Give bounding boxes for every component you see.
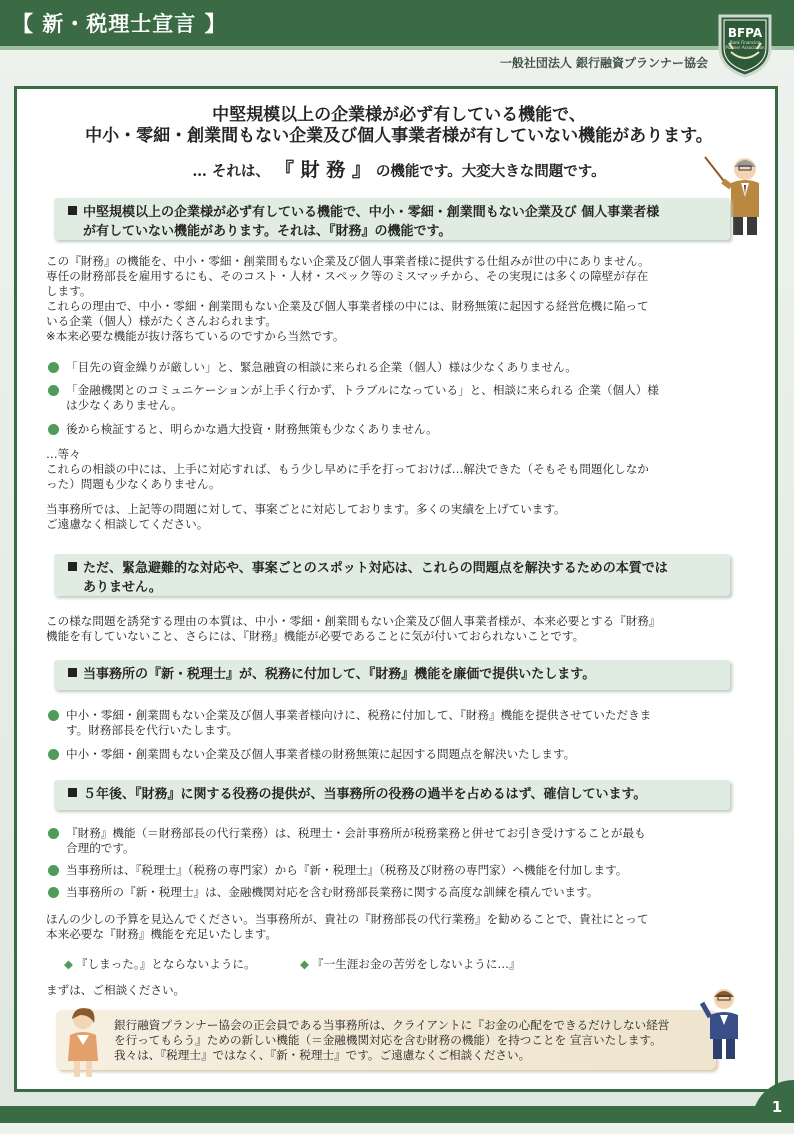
- top-divider: [0, 46, 794, 50]
- section-1-text: ※本来必要な機能が抜け落ちているのですから当然です。: [46, 329, 345, 343]
- list-item-text: 『財務』機能（＝財務部長の代行業務）は、税理士・会計事務所が税務業務と併せてお引き受けすることが最も: [66, 826, 646, 840]
- page-number: 1: [752, 1080, 794, 1123]
- list-item: [48, 708, 738, 738]
- list-item: [48, 885, 738, 900]
- list-item-text: は少なくありません。: [66, 398, 183, 412]
- section-4-body: [46, 912, 736, 942]
- closing-text: まずは、ご相談ください。: [46, 983, 186, 997]
- etc-text: …等々: [46, 447, 81, 461]
- list-item-text: 当事務所は、『税理士』（税務の専門家）から『新・税理士』（税務及び財務の専門家）へ機能を付加します。: [66, 863, 628, 877]
- list-item: [48, 422, 738, 437]
- declaration-line: を行ってもらう』ための新しい機能（＝金融機関対応を含む財務の機能）を持つことを 宣言いたします。: [114, 1033, 662, 1047]
- bullet-icon: [48, 828, 59, 839]
- section-1-text: 当事務所では、上記等の問題に対して、事案ごとに対応しております。多くの実績を上げています。: [46, 502, 566, 516]
- section-1-text: 専任の財務部長を雇用するにも、そのコスト・人材・スペック等のミスマッチから、その実現には多くの障壁が存在: [46, 269, 649, 283]
- section-1-text: ご遠慮なく相談してください。: [46, 517, 209, 531]
- tagline-word: 『 財 務 』: [275, 159, 371, 181]
- list-item: [48, 863, 738, 878]
- section-4-header: [54, 780, 730, 810]
- list-item-text: 当事務所の『新・税理士』は、金融機関対応を含む財務部長業務に関する高度な訓練を積んでいます。: [66, 885, 599, 899]
- intro-line-2: 中小・零細・創業間もない企業及び個人事業者様が有していない機能があります。: [85, 126, 713, 146]
- closing-line: [46, 983, 736, 998]
- list-item-text: 中小・零細・創業間もない企業及び個人事業者様向けに、税務に付加して、『財務』機能を提供させていただきま: [66, 708, 652, 722]
- bottom-bar: [0, 1106, 794, 1123]
- top-bar: [0, 0, 794, 46]
- section-1-closing: [46, 447, 736, 532]
- square-icon: [68, 788, 77, 797]
- tagline-pre: … それは、: [192, 163, 270, 180]
- section-1-header: [54, 198, 730, 240]
- bullet-icon: [48, 749, 59, 760]
- list-item-text: 「金融機関とのコミュニケーションが上手く行かず、トラブルになっている」と、相談に来られる 企業（個人）様: [66, 383, 659, 397]
- intro: [17, 105, 781, 147]
- section-3-header: [54, 660, 730, 690]
- bullet-icon: [48, 424, 59, 435]
- list-item: [48, 826, 738, 856]
- bullet-icon: [48, 385, 59, 396]
- list-item: [48, 383, 738, 413]
- section-1-body: [46, 254, 736, 344]
- declaration-box: [56, 1010, 716, 1070]
- section-2-header-line-1: ただ、緊急避難的な対応や、事案ごとのスポット対応は、これらの問題点を解決するための本質では: [83, 561, 668, 576]
- section-4-text: 本来必要な『財務』機能を充足いたします。: [46, 927, 277, 941]
- section-4-header-text: ５年後、『財務』に関する役務の提供が、当事務所の役務の過半を占めるはず、確信しています。: [83, 787, 647, 802]
- diamond-icon: ◆: [64, 957, 73, 971]
- spacer: [46, 492, 736, 502]
- section-1-header-line-1: 中堅規模以上の企業様が必ず有している機能で、中小・零細・創業間もない企業及び 個人事業者様: [83, 205, 660, 220]
- bullet-icon: [48, 362, 59, 373]
- declaration-line: 我々は、『税理士』ではなく、『新・税理士』です。ご遠慮なくご相談ください。: [114, 1048, 531, 1062]
- section-2-header: [54, 554, 730, 596]
- square-icon: [68, 668, 77, 677]
- diamond-item: [300, 957, 521, 972]
- list-item-text: 後から検証すると、明らかな過大投資・財務無策も少なくありません。: [66, 422, 438, 436]
- list-item-text: 合理的です。: [66, 841, 135, 855]
- intro-line-1: 中堅規模以上の企業様が必ず有している機能で、: [212, 105, 586, 125]
- section-1-text: これらの理由で、中小・零細・創業間もない企業及び個人事業者様の中には、財務無策に起因する経営危機に陥って: [46, 299, 649, 313]
- square-icon: [68, 562, 77, 571]
- bullet-icon: [48, 865, 59, 876]
- organization-name: 一般社団法人 銀行融資プランナー協会: [499, 56, 708, 70]
- diamond-item-text: 『しまった。』とならないように。: [75, 957, 256, 971]
- woman-illustration: [60, 1005, 106, 1081]
- section-4-text: ほんの少しの予算を見込んでください。当事務所が、貴社の『財務部長の代行業務』を勧めることで、貴社にとって: [46, 912, 649, 926]
- section-1-text: これらの相談の中には、上手に対応すれば、もう少し早めに手を打っておけば…解決できた（そもそも問題化しなか: [46, 462, 649, 476]
- logo-subtext: Bank Financing Planner Association: [725, 40, 765, 50]
- section-3-header-text: 当事務所の『新・税理士』が、税務に付加して、『財務』機能を廉価で提供いたします。: [83, 667, 596, 682]
- list-item: [48, 360, 738, 375]
- section-1-text: いる企業（個人）様がたくさんおられます。: [46, 314, 277, 328]
- logo-text: BFPA: [727, 26, 763, 40]
- tagline-post: の機能です。大変大きな問題です。: [375, 163, 606, 180]
- diamond-icon: ◆: [300, 957, 309, 971]
- section-1-text: します。: [46, 284, 92, 298]
- list-item: [48, 747, 738, 762]
- bullet-icon: [48, 710, 59, 721]
- page-title: 【 新・税理士宣言 】: [12, 11, 227, 36]
- diamond-item: [64, 957, 256, 972]
- list-item-text: 「目先の資金繰りが厳しい」と、緊急融資の相談に来られる企業（個人）様は少なくありません。: [66, 360, 577, 374]
- declaration-line: 銀行融資プランナー協会の正会員である当事務所は、クライアントに『お金の心配をできるだけしない経営: [114, 1018, 670, 1032]
- list-item-text: す。財務部長を代行いたします。: [66, 723, 239, 737]
- section-1-text: った）問題も少なくありません。: [46, 477, 221, 491]
- declaration-text: [114, 1018, 714, 1063]
- section-1-header-line-2: が有していない機能があります。それは、『財務』の機能です。: [83, 224, 452, 239]
- section-2-header-line-2: ありません。: [83, 580, 162, 595]
- list-item-text: 中小・零細・創業間もない企業及び個人事業者様の財務無策に起因する問題点を解決いたします。: [66, 747, 576, 761]
- diamond-item-text: 『一生涯お金の苦労をしないように…』: [311, 957, 521, 971]
- section-2-text: 機能を有していないこと、さらには、『財務』機能が必要であることに気が付いておられないことです。: [46, 629, 585, 643]
- bullet-icon: [48, 887, 59, 898]
- square-icon: [68, 206, 77, 215]
- section-2-text: この様な問題を誘発する理由の本質は、中小・零細・創業間もない企業及び個人事業者様が、本来必要とする『財務』: [46, 614, 661, 628]
- section-2-body: [46, 614, 736, 644]
- man-illustration: [700, 985, 748, 1063]
- section-1-text: この『財務』の機能を、中小・零細・創業間もない企業及び個人事業者様に提供する仕組みが世の中にありません。: [46, 254, 650, 268]
- tagline: [17, 155, 781, 182]
